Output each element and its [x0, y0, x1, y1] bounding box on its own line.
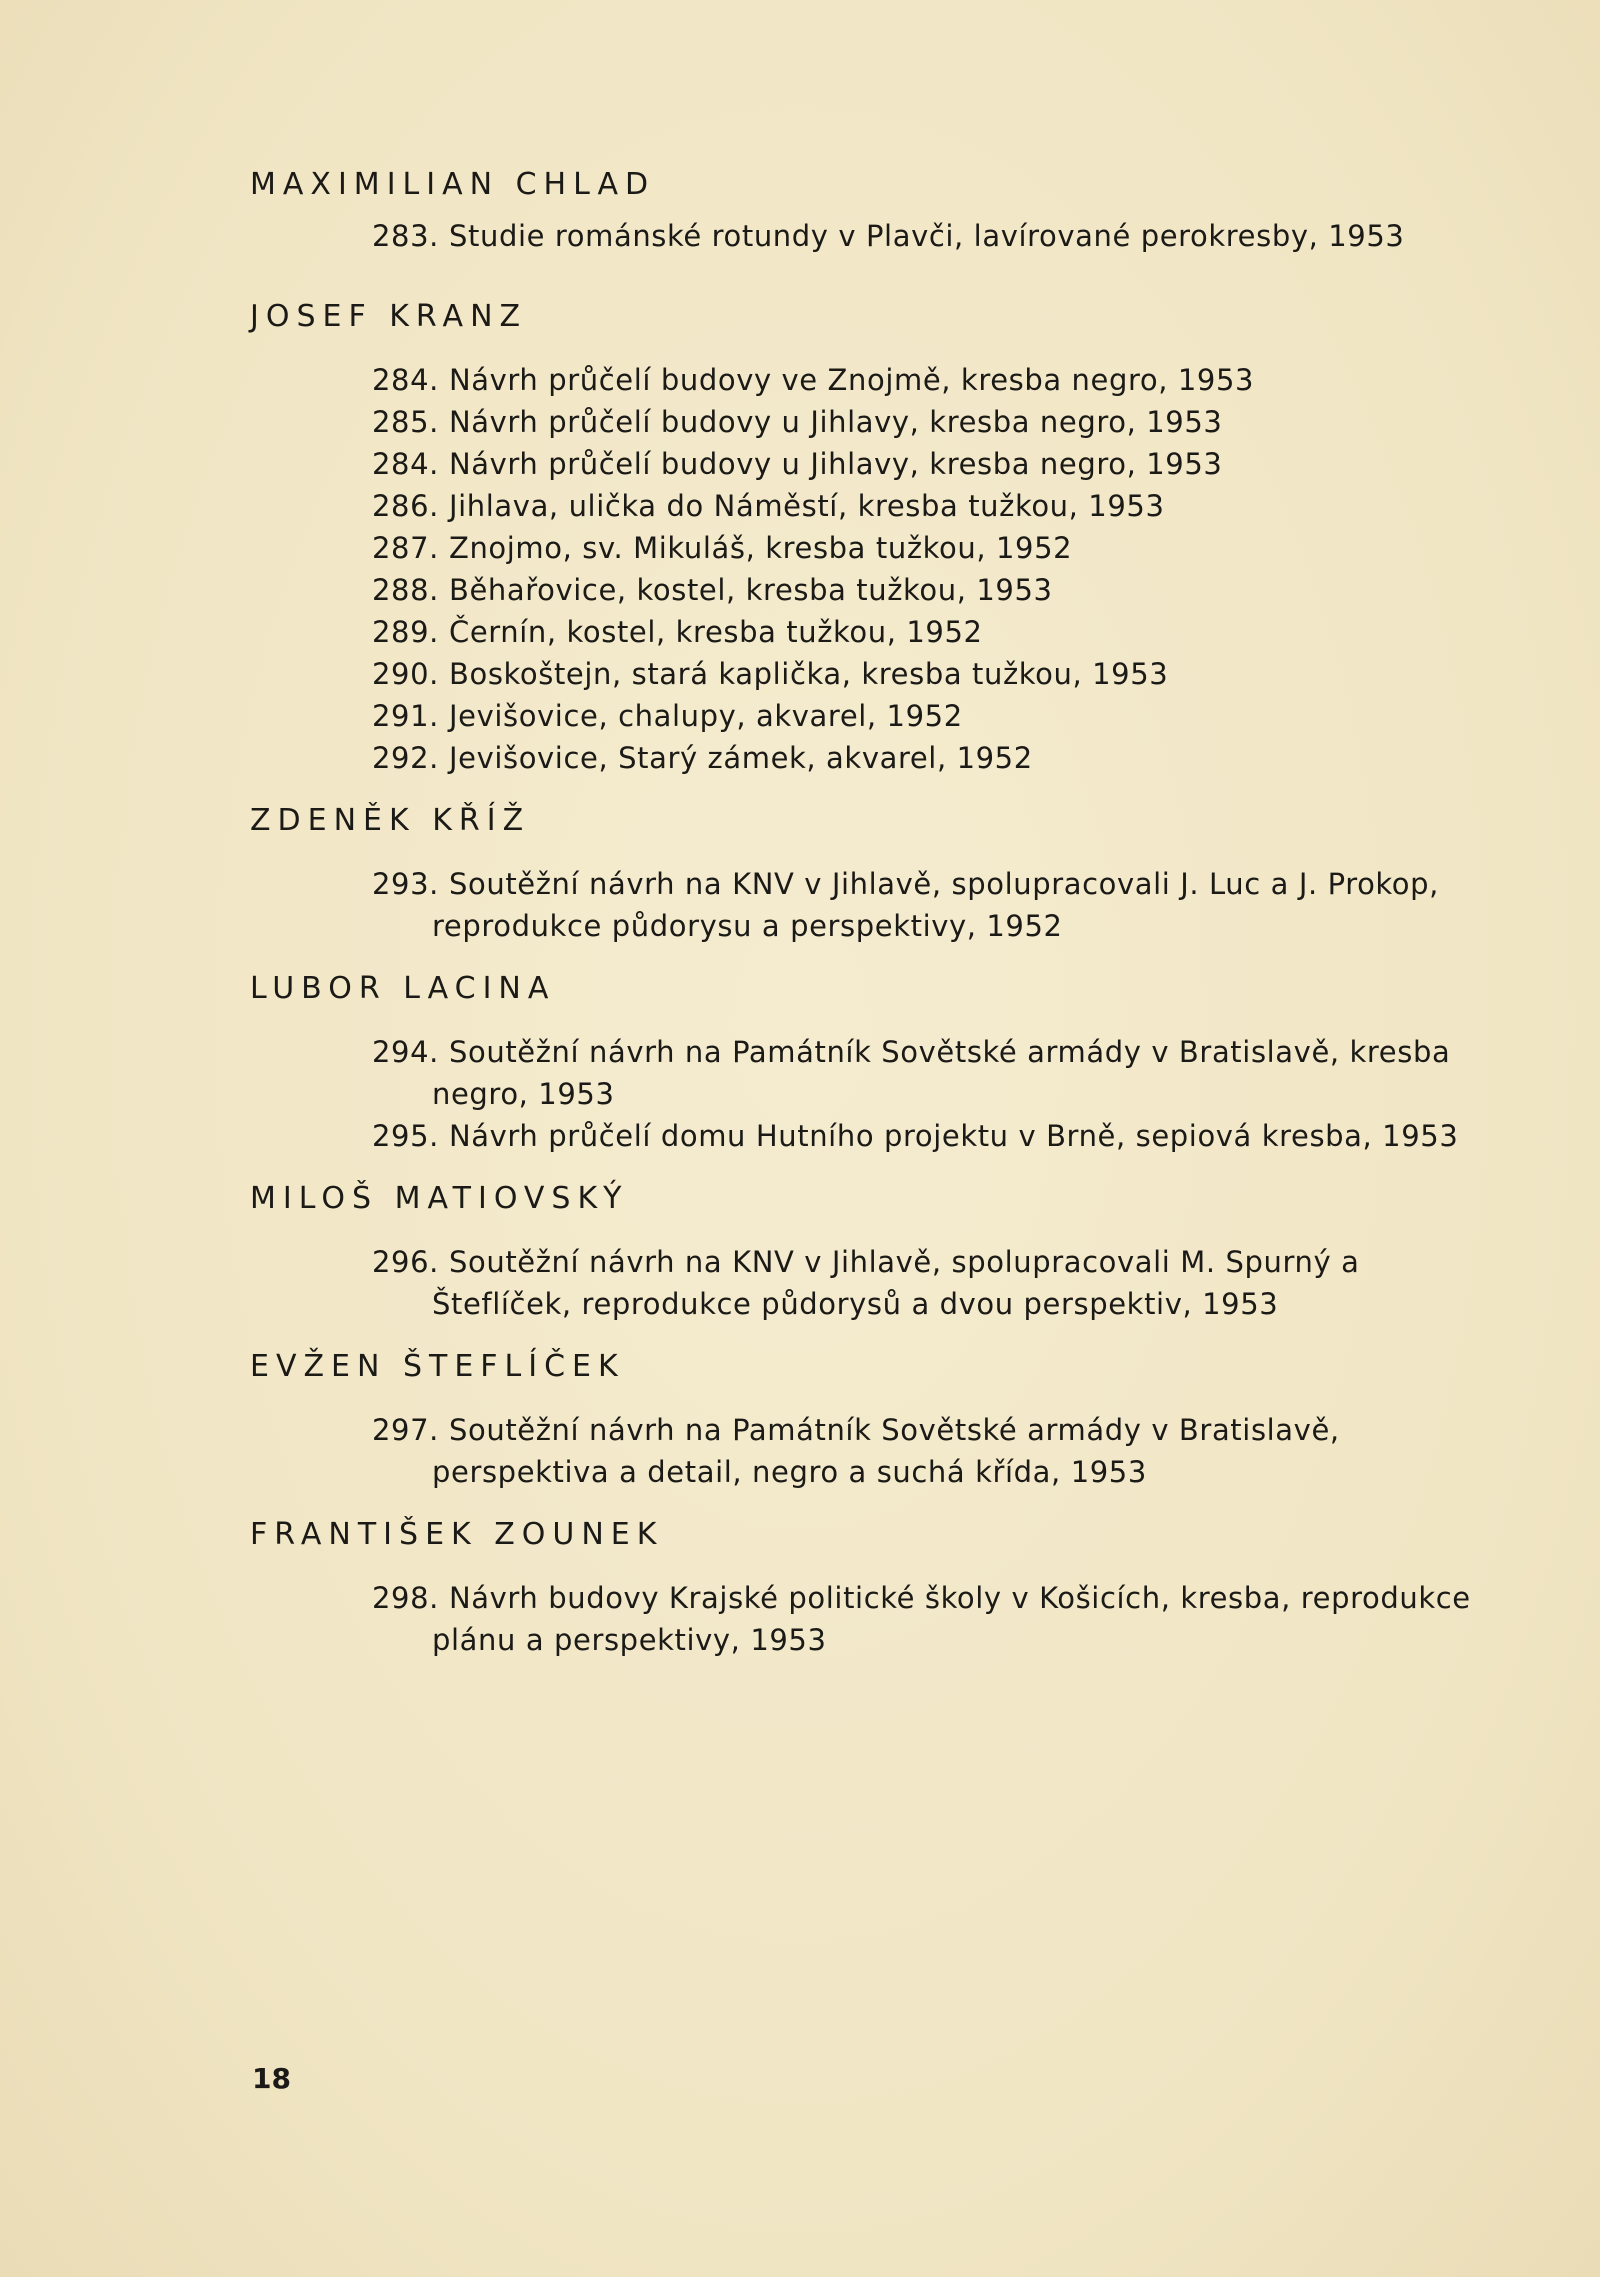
page-number: 18	[252, 2062, 291, 2095]
list-item: 297. Soutěžní návrh na Památník Sovětské armády v Bratislavě, perspektiva a detail, negro a suchá křída, 1953	[372, 1413, 1340, 1489]
list-item: 285. Návrh průčelí budovy u Jihlavy, kresba negro, 1953	[372, 405, 1223, 439]
author-name: ZDENĚK KŘÍŽ	[250, 803, 531, 838]
author-section	[250, 297, 1480, 779]
entry-list	[372, 1031, 1480, 1157]
catalogue-content	[250, 165, 1480, 1683]
list-item: 284. Návrh průčelí budovy u Jihlavy, kresba negro, 1953	[372, 447, 1223, 481]
author-section	[250, 801, 1480, 947]
list-item: 291. Jevišovice, chalupy, akvarel, 1952	[372, 699, 963, 733]
list-item: 289. Černín, kostel, kresba tužkou, 1952	[372, 615, 983, 649]
list-item: 288. Běhařovice, kostel, kresba tužkou, 1953	[372, 573, 1053, 607]
list-item: 298. Návrh budovy Krajské politické školy v Košicích, kresba, reprodukce plánu a perspektivy, 1953	[372, 1581, 1471, 1657]
entry-list	[372, 215, 1480, 257]
author-section	[250, 1179, 1480, 1325]
author-name: JOSEF KRANZ	[250, 299, 528, 334]
entry-list	[372, 1241, 1480, 1325]
author-name: EVŽEN ŠTEFLÍČEK	[250, 1349, 625, 1384]
entry-list	[372, 1409, 1480, 1493]
author-name: LUBOR LACINA	[250, 971, 556, 1006]
list-item: 295. Návrh průčelí domu Hutního projektu v Brně, sepiová kresba, 1953	[372, 1119, 1459, 1153]
list-item: 293. Soutěžní návrh na KNV v Jihlavě, spolupracovali J. Luc a J. Prokop, reprodukce půdorysu a perspektivy, 1952	[372, 867, 1439, 943]
entry-list	[372, 1577, 1480, 1661]
author-name: MAXIMILIAN CHLAD	[250, 167, 656, 202]
author-section	[250, 1515, 1480, 1661]
list-item: 296. Soutěžní návrh na KNV v Jihlavě, spolupracovali M. Spurný a Šteflíček, reprodukce půdorysů a dvou perspektiv, 1953	[372, 1245, 1360, 1321]
list-item: 287. Znojmo, sv. Mikuláš, kresba tužkou, 1952	[372, 531, 1073, 565]
list-item: 292. Jevišovice, Starý zámek, akvarel, 1952	[372, 741, 1033, 775]
author-section	[250, 165, 1480, 257]
list-item: 283. Studie románské rotundy v Plavči, lavírované perokresby, 1953	[372, 219, 1405, 253]
author-section	[250, 969, 1480, 1157]
entry-list	[372, 359, 1480, 779]
author-name: MILOŠ MATIOVSKÝ	[250, 1181, 629, 1216]
list-item: 286. Jihlava, ulička do Náměstí, kresba tužkou, 1953	[372, 489, 1165, 523]
list-item: 290. Boskoštejn, stará kaplička, kresba tužkou, 1953	[372, 657, 1169, 691]
author-name: FRANTIŠEK ZOUNEK	[250, 1517, 664, 1552]
author-section	[250, 1347, 1480, 1493]
list-item: 284. Návrh průčelí budovy ve Znojmě, kresba negro, 1953	[372, 363, 1255, 397]
entry-list	[372, 863, 1480, 947]
list-item: 294. Soutěžní návrh na Památník Sovětské armády v Bratislavě, kresba negro, 1953	[372, 1035, 1451, 1111]
